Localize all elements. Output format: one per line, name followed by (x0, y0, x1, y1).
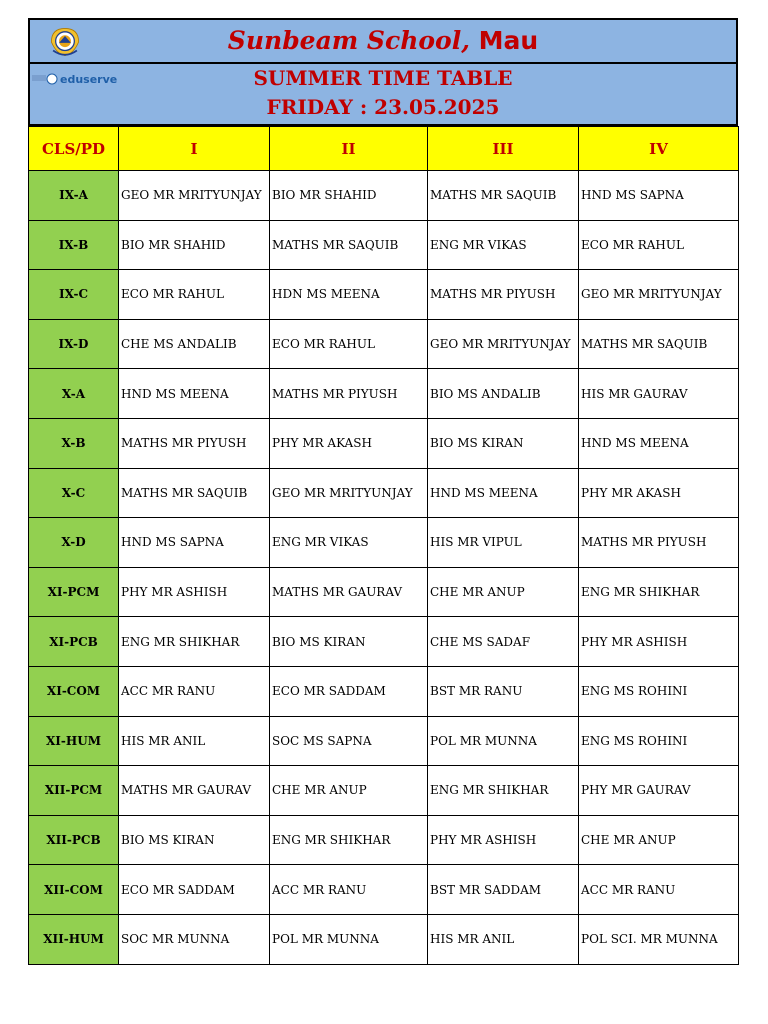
table-row (29, 716, 739, 766)
school-name (30, 26, 736, 55)
period-cell: CHE MS ANDALIB (119, 319, 270, 369)
period-cell: MATHS MR PIYUSH (270, 369, 428, 419)
table-header-row (29, 127, 739, 171)
period-cell: ENG MR VIKAS (270, 518, 428, 568)
table-row (29, 865, 739, 915)
period-cell: HIS MR GAURAV (579, 369, 739, 419)
period-cell: HND MS MEENA (119, 369, 270, 419)
header-banner (28, 18, 738, 126)
period-cell: HND MS SAPNA (579, 171, 739, 221)
period-cell: POL MR MUNNA (428, 716, 579, 766)
period-cell: PHY MR AKASH (579, 468, 739, 518)
table-row (29, 270, 739, 320)
period-cell: ECO MR RAHUL (579, 220, 739, 270)
class-cell: X-D (29, 518, 119, 568)
class-cell: X-A (29, 369, 119, 419)
class-cell: XII-PCB (29, 815, 119, 865)
period-cell: BIO MS ANDALIB (428, 369, 579, 419)
class-cell: X-C (29, 468, 119, 518)
period-cell: ENG MR SHIKHAR (579, 567, 739, 617)
period-cell: BIO MS KIRAN (428, 418, 579, 468)
timetable-sheet (28, 18, 738, 965)
class-cell: XII-PCM (29, 766, 119, 816)
period-cell: HIS MR ANIL (119, 716, 270, 766)
class-cell: X-B (29, 418, 119, 468)
class-cell: XI-COM (29, 666, 119, 716)
timetable-date: FRIDAY : 23.05.2025 (266, 95, 500, 119)
title-row (30, 64, 736, 124)
timetable-body (29, 171, 739, 965)
class-cell: XII-HUM (29, 914, 119, 964)
period-cell: MATHS MR PIYUSH (579, 518, 739, 568)
period-cell: ECO MR SADDAM (270, 666, 428, 716)
period-cell: POL SCI. MR MUNNA (579, 914, 739, 964)
table-row (29, 617, 739, 667)
period-cell: PHY MR ASHISH (428, 815, 579, 865)
period-cell: MATHS MR SAQUIB (270, 220, 428, 270)
period-cell: GEO MR MRITYUNJAY (428, 319, 579, 369)
class-cell: XI-PCB (29, 617, 119, 667)
period-cell: HIS MR VIPUL (428, 518, 579, 568)
class-cell: IX-D (29, 319, 119, 369)
column-header: II (270, 127, 428, 171)
table-row (29, 518, 739, 568)
table-row (29, 666, 739, 716)
period-cell: ACC MR RANU (119, 666, 270, 716)
period-cell: ENG MR SHIKHAR (119, 617, 270, 667)
period-cell: ECO MR RAHUL (119, 270, 270, 320)
table-row (29, 220, 739, 270)
period-cell: MATHS MR PIYUSH (428, 270, 579, 320)
period-cell: SOC MS SAPNA (270, 716, 428, 766)
period-cell: MATHS MR SAQUIB (428, 171, 579, 221)
period-cell: CHE MR ANUP (270, 766, 428, 816)
school-name-text: Sunbeam School, (227, 26, 470, 55)
period-cell: GEO MR MRITYUNJAY (270, 468, 428, 518)
period-cell: ENG MR VIKAS (428, 220, 579, 270)
column-header: CLS/PD (29, 127, 119, 171)
period-cell: HND MS MEENA (579, 418, 739, 468)
period-cell: ECO MR SADDAM (119, 865, 270, 915)
class-cell: IX-C (29, 270, 119, 320)
period-cell: PHY MR ASHISH (119, 567, 270, 617)
column-header: I (119, 127, 270, 171)
period-cell: MATHS MR GAURAV (119, 766, 270, 816)
period-cell: PHY MR ASHISH (579, 617, 739, 667)
period-cell: ENG MS ROHINI (579, 716, 739, 766)
column-header: III (428, 127, 579, 171)
period-cell: PHY MR GAURAV (579, 766, 739, 816)
period-cell: ENG MR SHIKHAR (270, 815, 428, 865)
period-cell: ENG MR SHIKHAR (428, 766, 579, 816)
timetable-title: SUMMER TIME TABLE (253, 66, 513, 90)
period-cell: GEO MR MRITYUNJAY (579, 270, 739, 320)
school-name-row (30, 20, 736, 64)
period-cell: POL MR MUNNA (270, 914, 428, 964)
period-cell: HND MS SAPNA (119, 518, 270, 568)
table-row (29, 369, 739, 419)
timetable-table (28, 126, 739, 965)
period-cell: CHE MS SADAF (428, 617, 579, 667)
period-cell: BST MR RANU (428, 666, 579, 716)
period-cell: MATHS MR GAURAV (270, 567, 428, 617)
class-cell: XII-COM (29, 865, 119, 915)
period-cell: CHE MR ANUP (579, 815, 739, 865)
period-cell: BIO MS KIRAN (119, 815, 270, 865)
period-cell: BIO MS KIRAN (270, 617, 428, 667)
class-cell: XI-HUM (29, 716, 119, 766)
class-cell: XI-PCM (29, 567, 119, 617)
period-cell: BIO MR SHAHID (119, 220, 270, 270)
period-cell: PHY MR AKASH (270, 418, 428, 468)
period-cell: ACC MR RANU (270, 865, 428, 915)
period-cell: HDN MS MEENA (270, 270, 428, 320)
period-cell: ECO MR RAHUL (270, 319, 428, 369)
column-header: IV (579, 127, 739, 171)
period-cell: CHE MR ANUP (428, 567, 579, 617)
class-cell: IX-B (29, 220, 119, 270)
eduserve-logo-text: eduserve (60, 73, 118, 86)
table-row (29, 914, 739, 964)
period-cell: SOC MR MUNNA (119, 914, 270, 964)
period-cell: MATHS MR SAQUIB (119, 468, 270, 518)
table-row (29, 567, 739, 617)
period-cell: ENG MS ROHINI (579, 666, 739, 716)
period-cell: MATHS MR SAQUIB (579, 319, 739, 369)
table-row (29, 815, 739, 865)
table-row (29, 319, 739, 369)
period-cell: MATHS MR PIYUSH (119, 418, 270, 468)
period-cell: HIS MR ANIL (428, 914, 579, 964)
period-cell: BST MR SADDAM (428, 865, 579, 915)
class-cell: IX-A (29, 171, 119, 221)
school-city: Mau (478, 26, 539, 55)
table-row (29, 468, 739, 518)
period-cell: HND MS MEENA (428, 468, 579, 518)
table-row (29, 418, 739, 468)
period-cell: ACC MR RANU (579, 865, 739, 915)
period-cell: BIO MR SHAHID (270, 171, 428, 221)
table-row (29, 766, 739, 816)
period-cell: GEO MR MRITYUNJAY (119, 171, 270, 221)
table-row (29, 171, 739, 221)
